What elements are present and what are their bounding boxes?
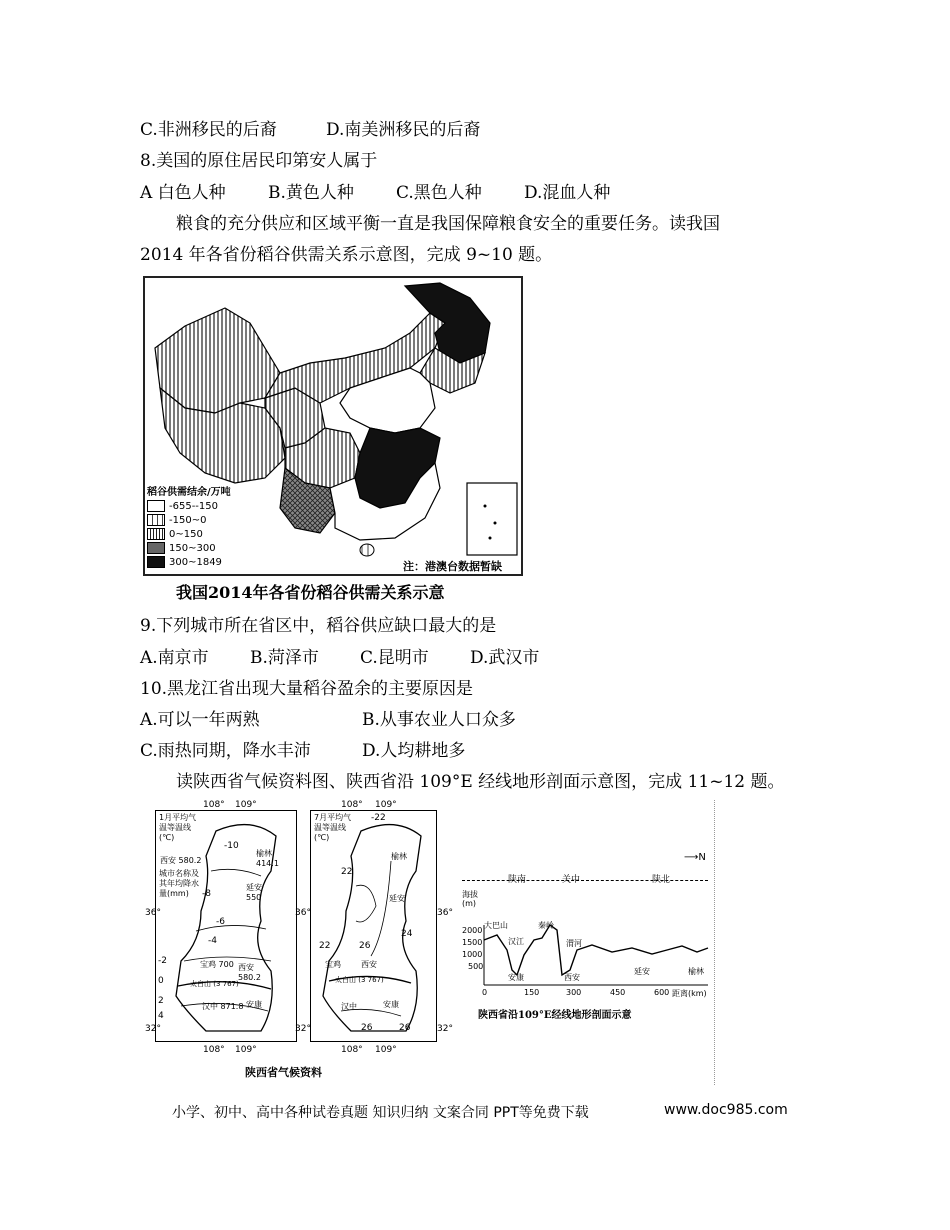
lon-109-jul-bottom: 109° <box>375 1045 397 1055</box>
q7-option-d: D.南美洲移民的后裔 <box>326 120 481 140</box>
city-yanan-jul: 延安 <box>389 894 405 903</box>
legend-item <box>147 556 277 570</box>
city-baoji-jan: 宝鸡 700 <box>200 960 234 969</box>
legend-item <box>147 542 277 556</box>
q8-option-b: B.黄色人种 <box>268 183 354 203</box>
north-label: N <box>698 852 706 863</box>
x-tick: 0 <box>482 988 488 997</box>
q8-option-d: D.混血人种 <box>524 183 611 203</box>
iso-jul-label: 26 <box>361 1023 373 1033</box>
iso-jan-label: -8 <box>202 889 211 899</box>
footer-right: www.doc985.com <box>664 1102 788 1118</box>
lon-109-jul: 109° <box>375 800 397 810</box>
map-note: 注：港澳台数据暂缺 <box>403 560 502 573</box>
q10-option-b: B.从事农业人口众多 <box>362 710 516 730</box>
y-tick: 1500 <box>462 938 483 947</box>
north-arrow: ⟶N <box>684 852 706 863</box>
city-yulin-jul: 榆林 <box>391 852 407 861</box>
y-tick: 2000 <box>462 926 483 935</box>
iso-jan-label: 2 <box>158 996 164 1006</box>
intro1-line2: 2014 年各省份稻谷供需关系示意图，完成 9~10 题。 <box>140 245 553 265</box>
city-ankang-jul: 安康 <box>383 1000 399 1009</box>
x-axis-label: 距离(km) <box>672 989 707 998</box>
legend-example: 西安 580.2 <box>160 856 202 865</box>
feature-ankang: 安康 <box>508 973 524 982</box>
lat-36-mid: 36° <box>295 908 311 918</box>
city-hanzhong-jul: 汉中 <box>341 1002 357 1011</box>
y-axis-label: 海拔(m) <box>462 890 478 908</box>
lon-108-jan: 108° <box>203 800 225 810</box>
legend-title: 稻谷供需结余/万吨 <box>147 487 231 498</box>
q10-option-c: C.雨热同期，降水丰沛 <box>140 741 311 761</box>
climate-legend-text: 城市名称及其年均降水量(mm) <box>159 869 199 898</box>
y-tick: 500 <box>468 962 484 971</box>
climate-caption: 陕西省气候资料 <box>245 1066 322 1079</box>
q9-options <box>140 647 539 669</box>
legend-swatch <box>147 556 165 568</box>
city-xian-jul: 西安 <box>361 960 377 969</box>
x-tick: 450 <box>610 988 626 997</box>
x-tick: 300 <box>566 988 582 997</box>
iso-jan-label: -10 <box>224 841 239 851</box>
iso-jul-label: 22 <box>341 867 353 877</box>
lon-108-jan-bottom: 108° <box>203 1045 225 1055</box>
q9-option-d: D.武汉市 <box>470 648 540 668</box>
jul-title: 7月平均气温等温线(℃) <box>314 813 352 842</box>
jul-map-frame <box>310 810 437 1042</box>
q10-option-d: D.人均耕地多 <box>362 741 466 761</box>
feature-yanan: 延安 <box>634 967 650 976</box>
legend-item <box>147 528 277 542</box>
q8-option-a: A 白色人种 <box>140 183 226 203</box>
city-hanzhong-jan: 汉中 871.8 <box>202 1002 244 1011</box>
lon-109-jan: 109° <box>235 800 257 810</box>
feature-dabashan: 大巴山 <box>484 921 508 930</box>
feature-hanjiang: 汉江 <box>508 937 524 946</box>
iso-jul-label: -22 <box>371 813 386 823</box>
q8-option-c: C.黑色人种 <box>396 183 482 203</box>
map-legend <box>147 486 277 570</box>
q10-options-row2 <box>140 740 465 762</box>
jan-title: 1月平均气温等温线(℃) <box>159 813 197 842</box>
iso-jul-label: 26 <box>359 941 371 951</box>
rice-map <box>143 276 523 576</box>
peak-jan: 太白山 (3 767) <box>190 980 239 988</box>
city-ankang-jan: 安康 <box>246 1000 262 1009</box>
q8-stem: 8.美国的原住居民印第安人属于 <box>140 151 378 171</box>
legend-label: 0~150 <box>169 529 203 540</box>
profile-figure <box>462 852 712 1030</box>
climate-figure <box>145 800 455 1085</box>
iso-jan-label: -2 <box>158 956 167 966</box>
y-tick: 1000 <box>462 950 483 959</box>
q10-stem: 10.黑龙江省出现大量稻谷盈余的主要原因是 <box>140 679 474 699</box>
city-xian-jan: 西安 580.2 <box>238 963 261 982</box>
intro2-line1: 读陕西省气候资料图、陕西省沿 109°E 经线地形剖面示意图，完成 11~12 题。 <box>176 772 785 792</box>
legend-swatch <box>147 500 165 512</box>
iso-jul-label: 26 <box>399 1023 411 1033</box>
legend-label: 150~300 <box>169 543 216 554</box>
jul-isotherm-graphic <box>311 811 436 1041</box>
lat-32-jul: 32° <box>437 1024 453 1034</box>
lat-32-jan: 32° <box>145 1024 161 1034</box>
region-shaanbei: 陕北 <box>652 875 671 885</box>
iso-jan-label: -6 <box>216 917 225 927</box>
q10-options-row1 <box>140 709 516 731</box>
peak-jul: 太白山 (3 767) <box>335 976 384 984</box>
feature-qinling: 秦岭 <box>538 921 554 930</box>
jan-map-frame <box>155 810 297 1042</box>
legend-item <box>147 514 277 528</box>
q9-option-c: C.昆明市 <box>360 648 429 668</box>
q9-option-a: A.南京市 <box>140 648 209 668</box>
profile-caption: 陕西省沿109°E经线地形剖面示意 <box>478 1010 632 1021</box>
lon-109-jan-bottom: 109° <box>235 1045 257 1055</box>
iso-jan-label: -4 <box>208 936 217 946</box>
iso-jan-label: 0 <box>158 976 164 986</box>
city-yanan-jan: 延安 550 <box>246 883 262 902</box>
q9-option-b: B.菏泽市 <box>250 648 319 668</box>
legend-swatch <box>147 514 165 526</box>
region-shaannan: 陕南 <box>508 875 527 885</box>
q9-stem: 9.下列城市所在省区中，稻谷供应缺口最大的是 <box>140 616 497 636</box>
q10-option-a: A.可以一年两熟 <box>140 710 260 730</box>
intro1-line1: 粮食的充分供应和区域平衡一直是我国保障粮食安全的重要任务。读我国 <box>176 214 720 234</box>
legend-item <box>147 500 277 514</box>
south-china-sea-inset <box>467 483 517 555</box>
lat-36-jul: 36° <box>437 908 453 918</box>
legend-label: -655--150 <box>169 501 218 512</box>
legend-label: 300~1849 <box>169 557 222 568</box>
feature-yulin: 榆林 <box>688 967 704 976</box>
feature-xian: 西安 <box>564 973 580 982</box>
iso-jan-label: 4 <box>158 1011 164 1021</box>
x-tick: 600 <box>654 988 670 997</box>
feature-weihe: 渭河 <box>566 939 582 948</box>
q8-options <box>140 182 610 204</box>
lon-108-jul-bottom: 108° <box>341 1045 363 1055</box>
iso-jul-label: 24 <box>401 929 413 939</box>
lat-36-jan: 36° <box>145 908 161 918</box>
figure-divider <box>714 800 715 1085</box>
x-tick: 150 <box>524 988 540 997</box>
q7-option-c: C.非洲移民的后裔 <box>140 120 277 140</box>
legend-swatch <box>147 528 165 540</box>
legend-swatch <box>147 542 165 554</box>
map-caption: 我国2014年各省份稻谷供需关系示意 <box>176 583 445 602</box>
lat-32-mid: 32° <box>295 1024 311 1034</box>
province-xinjiang <box>155 308 280 413</box>
iso-jul-label: 22 <box>319 941 331 951</box>
province-hainan <box>360 544 374 556</box>
city-yulin-jan: 榆林 414.1 <box>256 849 279 868</box>
lon-108-jul: 108° <box>341 800 363 810</box>
region-guanzhong: 关中 <box>562 875 581 885</box>
legend-label: -150~0 <box>169 515 207 526</box>
footer-left: 小学、初中、高中各种试卷真题 知识归纳 文案合同 PPT等免费下载 <box>172 1105 589 1121</box>
q7-options <box>140 119 480 141</box>
city-baoji-jul: 宝鸡 <box>325 960 341 969</box>
